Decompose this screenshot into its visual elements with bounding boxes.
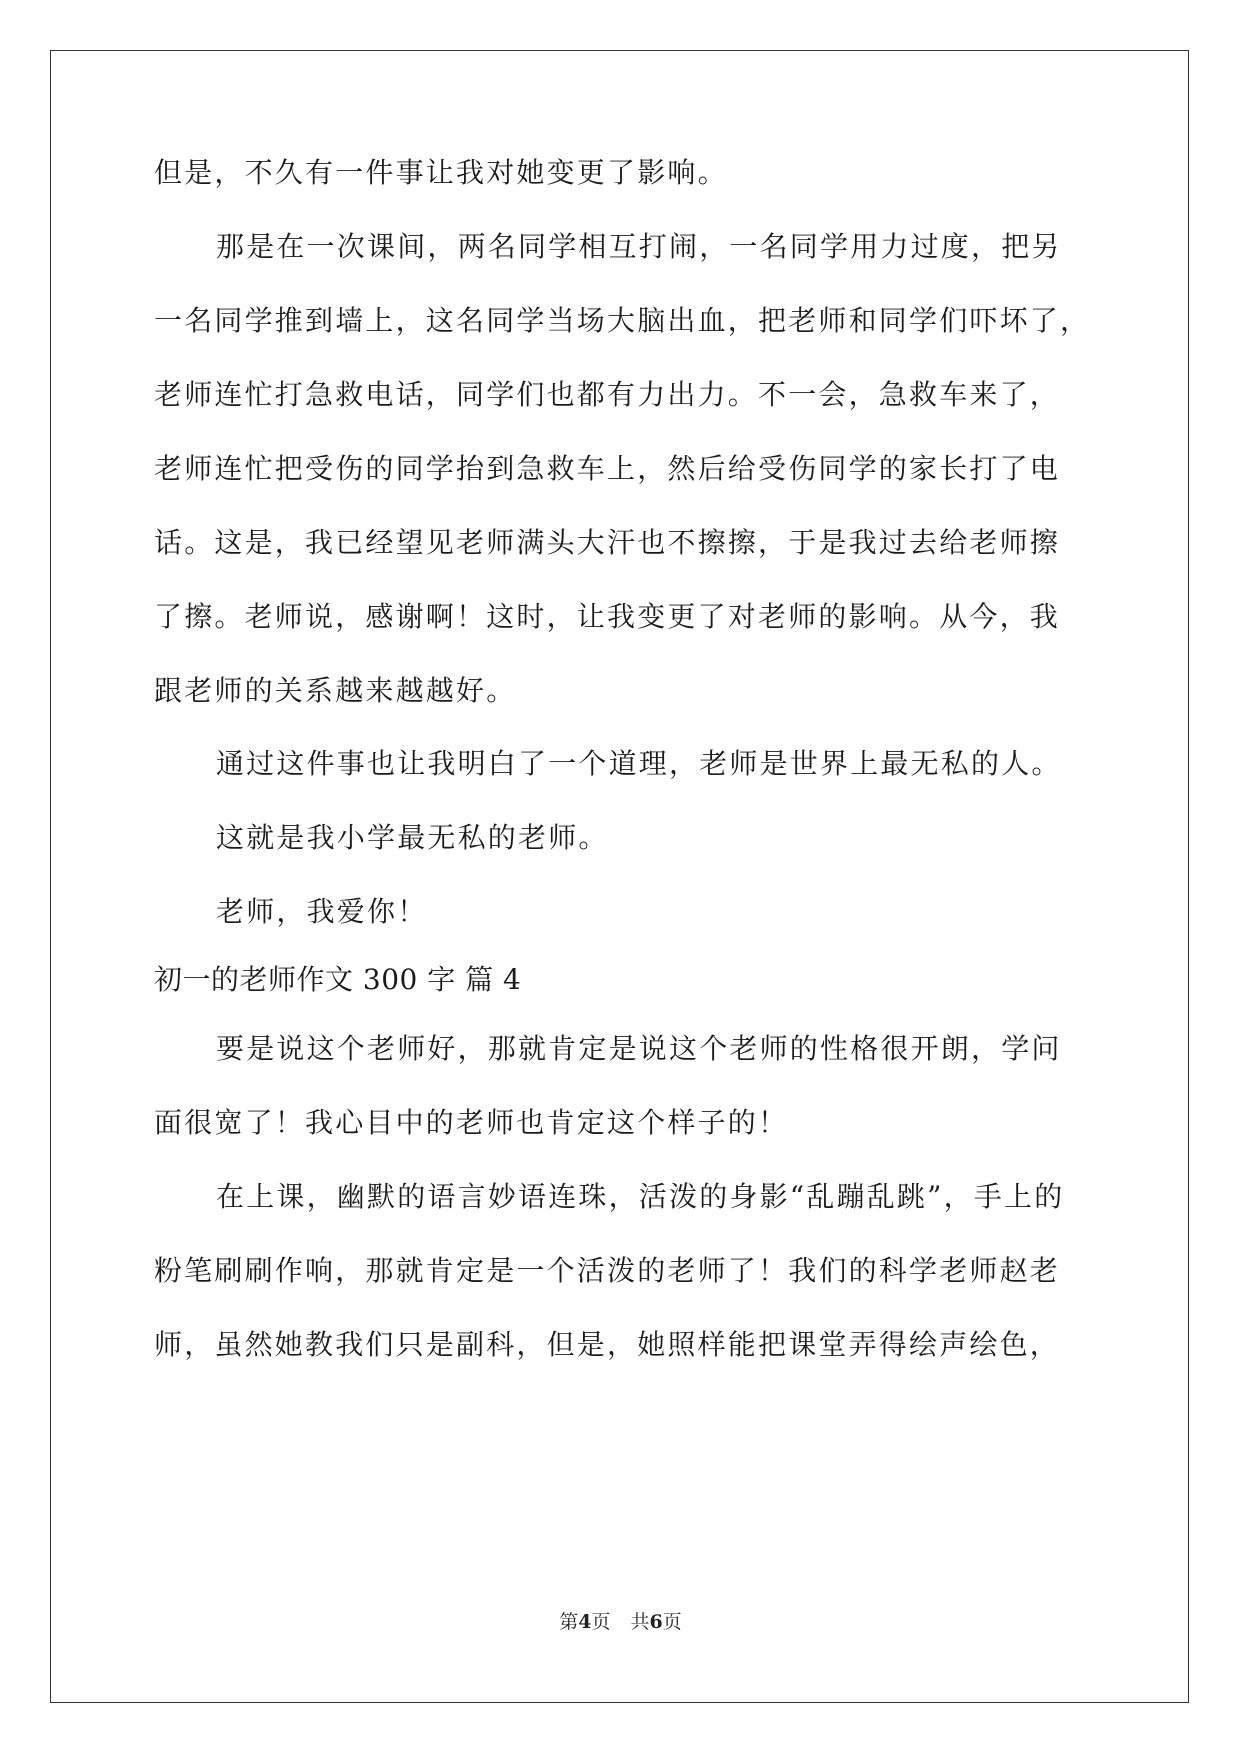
page-suffix: 页 <box>591 1611 611 1633</box>
text-line: 老师连忙打急救电话，同学们也都有力出力。不一会，急救车来了， <box>154 378 1061 411</box>
text-line: 在上课，幽默的语言妙语连珠，活泼的身影“乱蹦乱跳”，手上的 <box>216 1180 1065 1213</box>
page-footer <box>0 1610 1241 1634</box>
text-line: 老师，我爱你！ <box>216 895 428 928</box>
text-line: 话。这是，我已经望见老师满头大汗也不擦擦，于是我过去给老师擦 <box>154 526 1061 559</box>
text-line: 跟老师的关系越来越越好。 <box>154 674 517 707</box>
text-line: 老师连忙把受伤的同学抬到急救车上，然后给受伤同学的家长打了电 <box>154 452 1061 485</box>
text-line: 那是在一次课间，两名同学相互打闹，一名同学用力过度，把另 <box>216 230 1062 263</box>
page-total: 6 <box>649 1611 663 1633</box>
text-line: 要是说这个老师好，那就肯定是说这个老师的性格很开朗，学问 <box>216 1032 1062 1065</box>
text-line: 这就是我小学最无私的老师。 <box>216 821 609 854</box>
text-line: 通过这件事也让我明白了一个道理，老师是世界上最无私的人。 <box>216 747 1062 780</box>
section-heading: 初一的老师作文 300 字 篇 4 <box>154 963 522 996</box>
page-prefix: 第 <box>559 1611 579 1633</box>
total-prefix: 共 <box>630 1611 650 1633</box>
text-line: 粉笔刷刷作响，那就肯定是一个活泼的老师了！我们的科学老师赵老 <box>154 1254 1061 1287</box>
page-current: 4 <box>578 1611 592 1633</box>
page-border <box>50 50 1189 1703</box>
text-line: 但是，不久有一件事让我对她变更了影响。 <box>154 156 728 189</box>
text-line: 一名同学推到墙上，这名同学当场大脑出血，把老师和同学们吓坏了， <box>154 304 1091 337</box>
text-line: 师，虽然她教我们只是副科，但是，她照样能把课堂弄得绘声绘色， <box>154 1328 1061 1361</box>
total-suffix: 页 <box>662 1611 682 1633</box>
text-line: 了擦。老师说，感谢啊！这时，让我变更了对老师的影响。从今，我 <box>154 600 1061 633</box>
text-line: 面很宽了！我心目中的老师也肯定这个样子的！ <box>154 1106 789 1139</box>
